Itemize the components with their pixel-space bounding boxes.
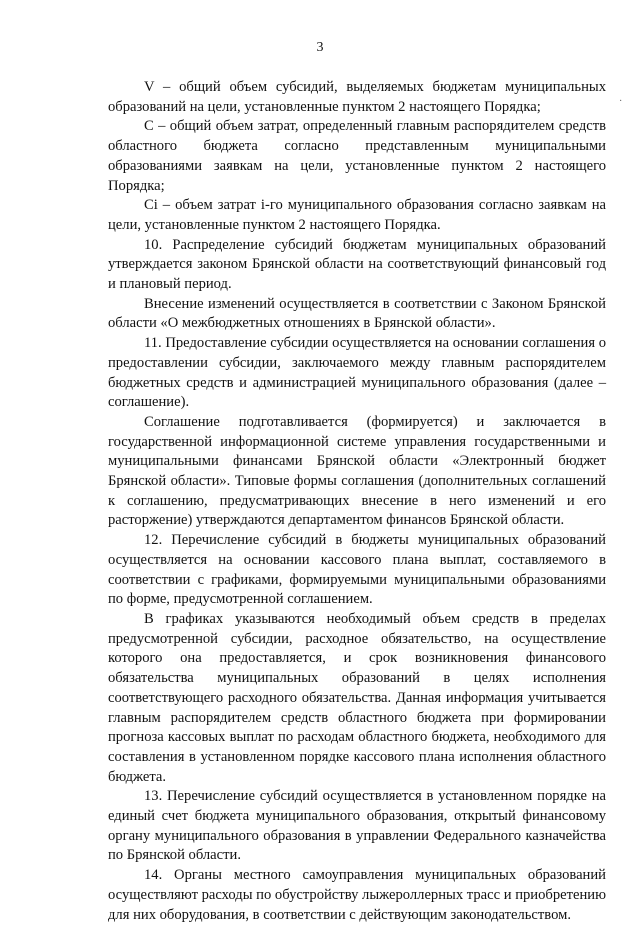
paragraph-item-11: 11. Предоставление субсидии осуществляется на основании соглашения о предоставлении субсидии, заключаемого между главным распорядителем бюджетных средств и администрацией муниципального образования (далее – соглашение). (108, 335, 607, 411)
paragraph-ci-definition: Сi – объем затрат i-го муниципального образования согласно заявкам на цели, установленные пунктом 2 настоящего Порядка. (108, 197, 606, 233)
paragraph-item-10: 10. Распределение субсидий бюджетам муниципальных образований утверждается законом Брянской области на соответствующий финансовый год и плановый период. (108, 236, 606, 293)
paragraph-item-14: 14. Органы местного самоуправления муниципальных образований осуществляют расходы по обустройству лыжероллерных трасс и приобретению для них оборудования, в соответствии с действующим законодательством. (108, 867, 606, 923)
page-number: 3 (316, 40, 324, 55)
paragraph-item-13: 13. Перечисление субсидий осуществляется в установленном порядке на единый счет бюджета муниципального образования, открытый финансовому органу муниципального образования в управлении Федерального казначейства по Брянской области. (108, 788, 606, 864)
paragraph-schedules: В графиках указываются необходимый объем средств в пределах предусмотренной субсидии, расходное обязательство, на осуществление которого она предоставляется, и срок возникновения финансового обязательства муниципальных образований в целях исполнения соответствующего расходного обязательства. Данная информация учитывается главным распорядителем средств областного бюджета при формировании прогноза кассовых выплат по расходам областного бюджета, необходимого для составления в установленном порядке кассового плана исполнения областного бюджета. (108, 610, 606, 785)
paragraph-v-definition: V – общий объем субсидий, выделяемых бюджетам муниципальных образований на цели, установленные пунктом 2 настоящего Порядка; (108, 79, 606, 115)
paragraph-agreement: Соглашение подготавливается (формируется) и заключается в государственной информационной системе управления государственными и муниципальными финансами Брянской области «Электронный бюджет Брянской области». Типовые формы соглашения (дополнительных соглашений к соглашению, предусматривающих внесение в него изменений и его расторжение) утверждаются департаментом финансов Брянской области. (108, 413, 606, 529)
paragraph-c-definition: С – общий объем затрат, определенный главным распорядителем средств областного бюджета согласно представленным муниципальными образованиями заявкам на цели, установленные пунктом 2 настоящего Порядка; (108, 118, 606, 194)
paragraph-item-12: 12. Перечисление субсидий в бюджеты муниципальных образований осуществляется на основании кассового плана выплат, составляемого в соответствии с графиками, формируемыми муниципальными образованиями по форме, предусмотренной соглашением. (108, 532, 606, 608)
margin-mark: · (619, 96, 623, 107)
paragraph-amendments: Внесение изменений осуществляется в соответствии с Законом Брянской области «О межбюджетных отношениях в Брянской области». (108, 295, 606, 332)
document-body (108, 78, 606, 925)
